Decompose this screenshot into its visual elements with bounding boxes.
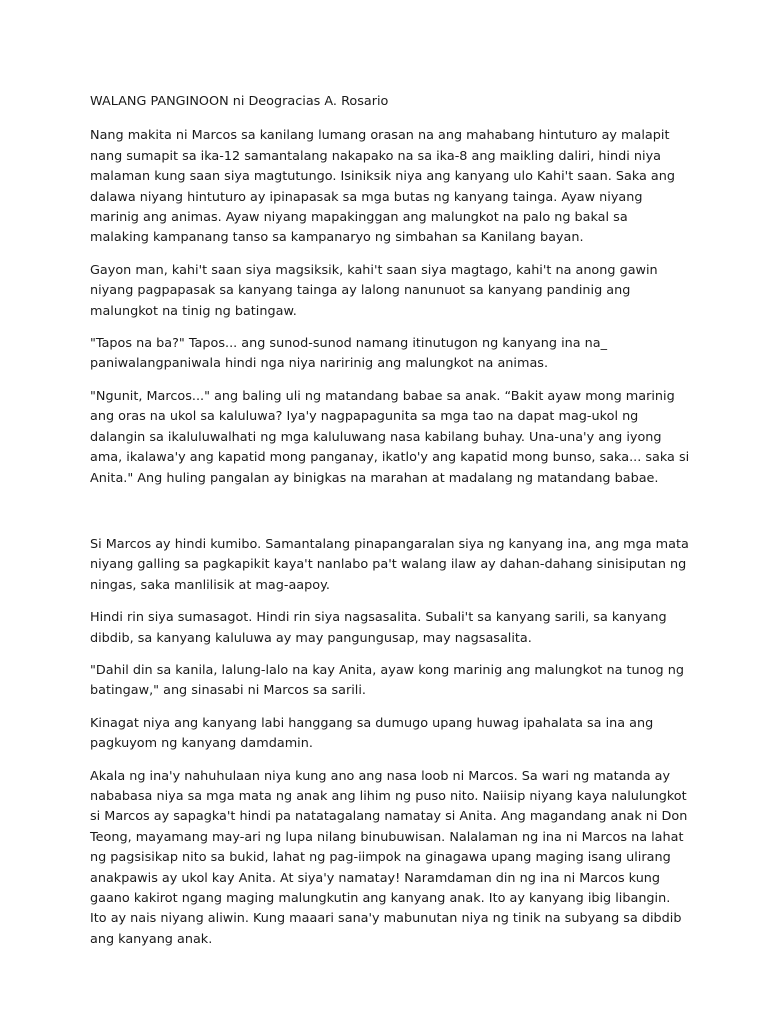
paragraph: "Tapos na ba?" Tapos... ang sunod-sunod namang itinutugon ng kanyang ina na_ paniwalangpaniwala hindi nga niya naririnig ang malungkot na animas. bbox=[90, 336, 608, 372]
paragraph: Kinagat niya ang kanyang labi hanggang sa dumugo upang huwag ipahalata sa ina ang pagkuyom ng kanyang damdamin. bbox=[90, 715, 654, 752]
paragraph: Akala ng ina'y nahuhulaan niya kung ano ang nasa loob ni Marcos. Sa wari ng matanda ay nababasa niya sa mga mata ng anak ang lihim ng puso nito. Naiisip niyang kaya nalulungkot si Marcos ay sapagka't hindi pa natatagalang namatay si Anita. Ang magandang anak ni Don Teong, mayamang may-ari ng lupa nilang binubuwisan. Nalalaman ng ina ni Marcos na lahat ng pagsisikap nito sa bukid, lahat ng pag-iimpok na ginagawa upang maging isang ulirang anakpawis ay ukol kay Anita. At siya'y namatay! Naramdaman din ng ina ni Marcos kung gaano kakirot ngang maging malungkutin ang kanyang anak. Ito ay kanyang ibig libangin. Ito ay nais niyang aliwin. Kung maaari sana'y mabunutan niya ng tinik na subyang sa dibdib ang kanyang anak. bbox=[90, 768, 688, 947]
paragraph: Nang makita ni Marcos sa kanilang lumang orasan na ang mahabang hintuturo ay malapit nang sumapit sa ika-12 samantalang nakapako na sa ika-8 ang maikling daliri, hindi niya malaman kung saan siya magtutungo. Isiniksik niya ang kanyang ulo Kahi't saan. Saka ang dalawa niyang hintuturo ay ipinapasak sa mga butas ng kanyang tainga. Ayaw niyang marinig ang animas. Ayaw niyang mapakinggan ang malungkot na palo ng bakal sa malaking kampanang tanso sa kampanaryo ng simbahan sa Kanilang bayan. bbox=[90, 128, 676, 246]
document-title: WALANG PANGINOON ni Deogracias A. Rosario bbox=[90, 94, 389, 109]
document-page bbox=[90, 92, 690, 962]
paragraph: Si Marcos ay hindi kumibo. Samantalang pinapangaralan siya ng kanyang ina, ang mga mata niyang galling sa pagkapikit kaya't nanlabo pa't walang ilaw ay dahan-dahang sinisiputan ng ningas, saka manlilisik at mag-aapoy. bbox=[90, 536, 689, 593]
paragraph: "Ngunit, Marcos..." ang baling uli ng matandang babae sa anak. “Bakit ayaw mong marinig ang oras na ukol sa kaluluwa? Iya'y nagpapagunita sa mga tao na dapat mag-ukol ng dalangin sa ikaluluwalhati ng mga kaluluwang nasa kabilang buhay. Una-una'y ang iyong ama, ikalawa'y ang kapatid mong panganay, ikatlo'y ang kapatid mong bunso, saka... saka si Anita." Ang huling pangalan ay binigkas na marahan at madalang ng matandang babae. bbox=[90, 388, 690, 486]
section-gap bbox=[90, 501, 690, 535]
paragraph: Gayon man, kahi't saan siya magsiksik, kahi't saan siya magtago, kahi't na anong gawin niyang pagpapasak sa kanyang tainga ay lalong nanunuot sa kanyang pandinig ang malungkot na tinig ng batingaw. bbox=[90, 262, 658, 319]
paragraph: "Dahil din sa kanila, lalung-lalo na kay Anita, ayaw kong marinig ang malungkot na tunog ng batingaw," ang sinasabi ni Marcos sa sarili. bbox=[90, 662, 684, 699]
paragraph: Hindi rin siya sumasagot. Hindi rin siya nagsasalita. Subali't sa kanyang sarili, sa kanyang dibdib, sa kanyang kaluluwa ay may pangungusap, may nagsasalita. bbox=[90, 610, 667, 646]
